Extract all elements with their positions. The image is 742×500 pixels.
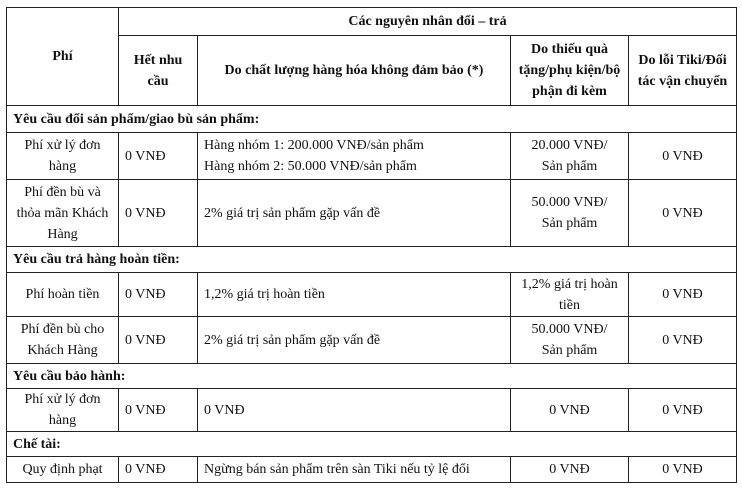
cell-tiki-fault: 0 VNĐ <box>629 180 737 247</box>
header-fee: Phí <box>7 8 119 106</box>
cell-missing-items <box>511 273 629 317</box>
cell-tiki-fault: 0 VNĐ <box>629 133 737 180</box>
section-title: Yêu cầu đổi sản phẩm/giao bù sản phẩm: <box>7 106 737 133</box>
cell-change-of-mind: 0 VNĐ <box>119 457 198 483</box>
fee-name: Quy định phạt <box>7 457 119 483</box>
cell-quality <box>198 133 511 180</box>
cell-tiki-fault: 0 VNĐ <box>629 389 737 432</box>
cell-change-of-mind: 0 VNĐ <box>119 273 198 317</box>
header-col4: Do lỗi Tiki/Đối tác vận chuyển <box>629 36 737 106</box>
header-col2: Do chất lượng hàng hóa không đảm bảo (*) <box>198 36 511 106</box>
cell-line: 20.000 VNĐ/ <box>531 138 608 153</box>
cell-quality: 0 VNĐ <box>198 389 511 432</box>
cell-line: 50.000 VNĐ/ <box>531 195 608 210</box>
cell-line: 1,2% giá trị hoàn <box>521 276 618 292</box>
fee-name: Phí hoàn tiền <box>7 273 119 317</box>
cell-line: Sản phẩm <box>541 343 598 358</box>
cell-tiki-fault: 0 VNĐ <box>629 317 737 364</box>
cell-change-of-mind: 0 VNĐ <box>119 389 198 432</box>
cell-tiki-fault: 0 VNĐ <box>629 273 737 317</box>
cell-change-of-mind: 0 VNĐ <box>119 133 198 180</box>
cell-missing-items: 0 VNĐ <box>511 457 629 483</box>
section-title: Yêu cầu bảo hành: <box>7 364 737 389</box>
cell-quality: 2% giá trị sản phẩm gặp vấn đề <box>198 317 511 364</box>
cell-missing-items <box>511 180 629 247</box>
header-group: Các nguyên nhân đổi – trả <box>119 8 737 36</box>
section-title: Chế tài: <box>7 432 737 457</box>
return-fee-table <box>6 7 737 483</box>
cell-line: 50.000 VNĐ/ <box>531 322 608 337</box>
cell-line: Sản phẩm <box>541 159 598 174</box>
cell-quality: 1,2% giá trị hoàn tiền <box>198 273 511 317</box>
header-col1: Hết nhu cầu <box>119 36 198 106</box>
cell-line: Hàng nhóm 2: 50.000 VNĐ/sản phẩm <box>204 159 417 174</box>
cell-missing-items: 0 VNĐ <box>511 389 629 432</box>
fee-name: Phí xử lý đơn hàng <box>7 133 119 180</box>
cell-quality: Ngừng bán sản phẩm trên sàn Tiki nếu tỷ lệ đổi <box>198 457 511 483</box>
cell-quality: 2% giá trị sản phẩm gặp vấn đề <box>198 180 511 247</box>
fee-name: Phí đền bù và thỏa mãn Khách Hàng <box>7 180 119 247</box>
cell-change-of-mind: 0 VNĐ <box>119 180 198 247</box>
cell-missing-items <box>511 317 629 364</box>
section-title: Yêu cầu trả hàng hoàn tiền: <box>7 247 737 273</box>
header-col3: Do thiếu quà tặng/phụ kiện/bộ phận đi kèm <box>511 36 629 106</box>
cell-line: Sản phẩm <box>541 216 598 231</box>
cell-line: tiền <box>559 297 580 313</box>
cell-line: Hàng nhóm 1: 200.000 VNĐ/sản phẩm <box>204 138 424 153</box>
cell-change-of-mind: 0 VNĐ <box>119 317 198 364</box>
cell-tiki-fault: 0 VNĐ <box>629 457 737 483</box>
cell-missing-items <box>511 133 629 180</box>
fee-name: Phí xử lý đơn hàng <box>7 389 119 432</box>
fee-name: Phí đền bù cho Khách Hàng <box>7 317 119 364</box>
